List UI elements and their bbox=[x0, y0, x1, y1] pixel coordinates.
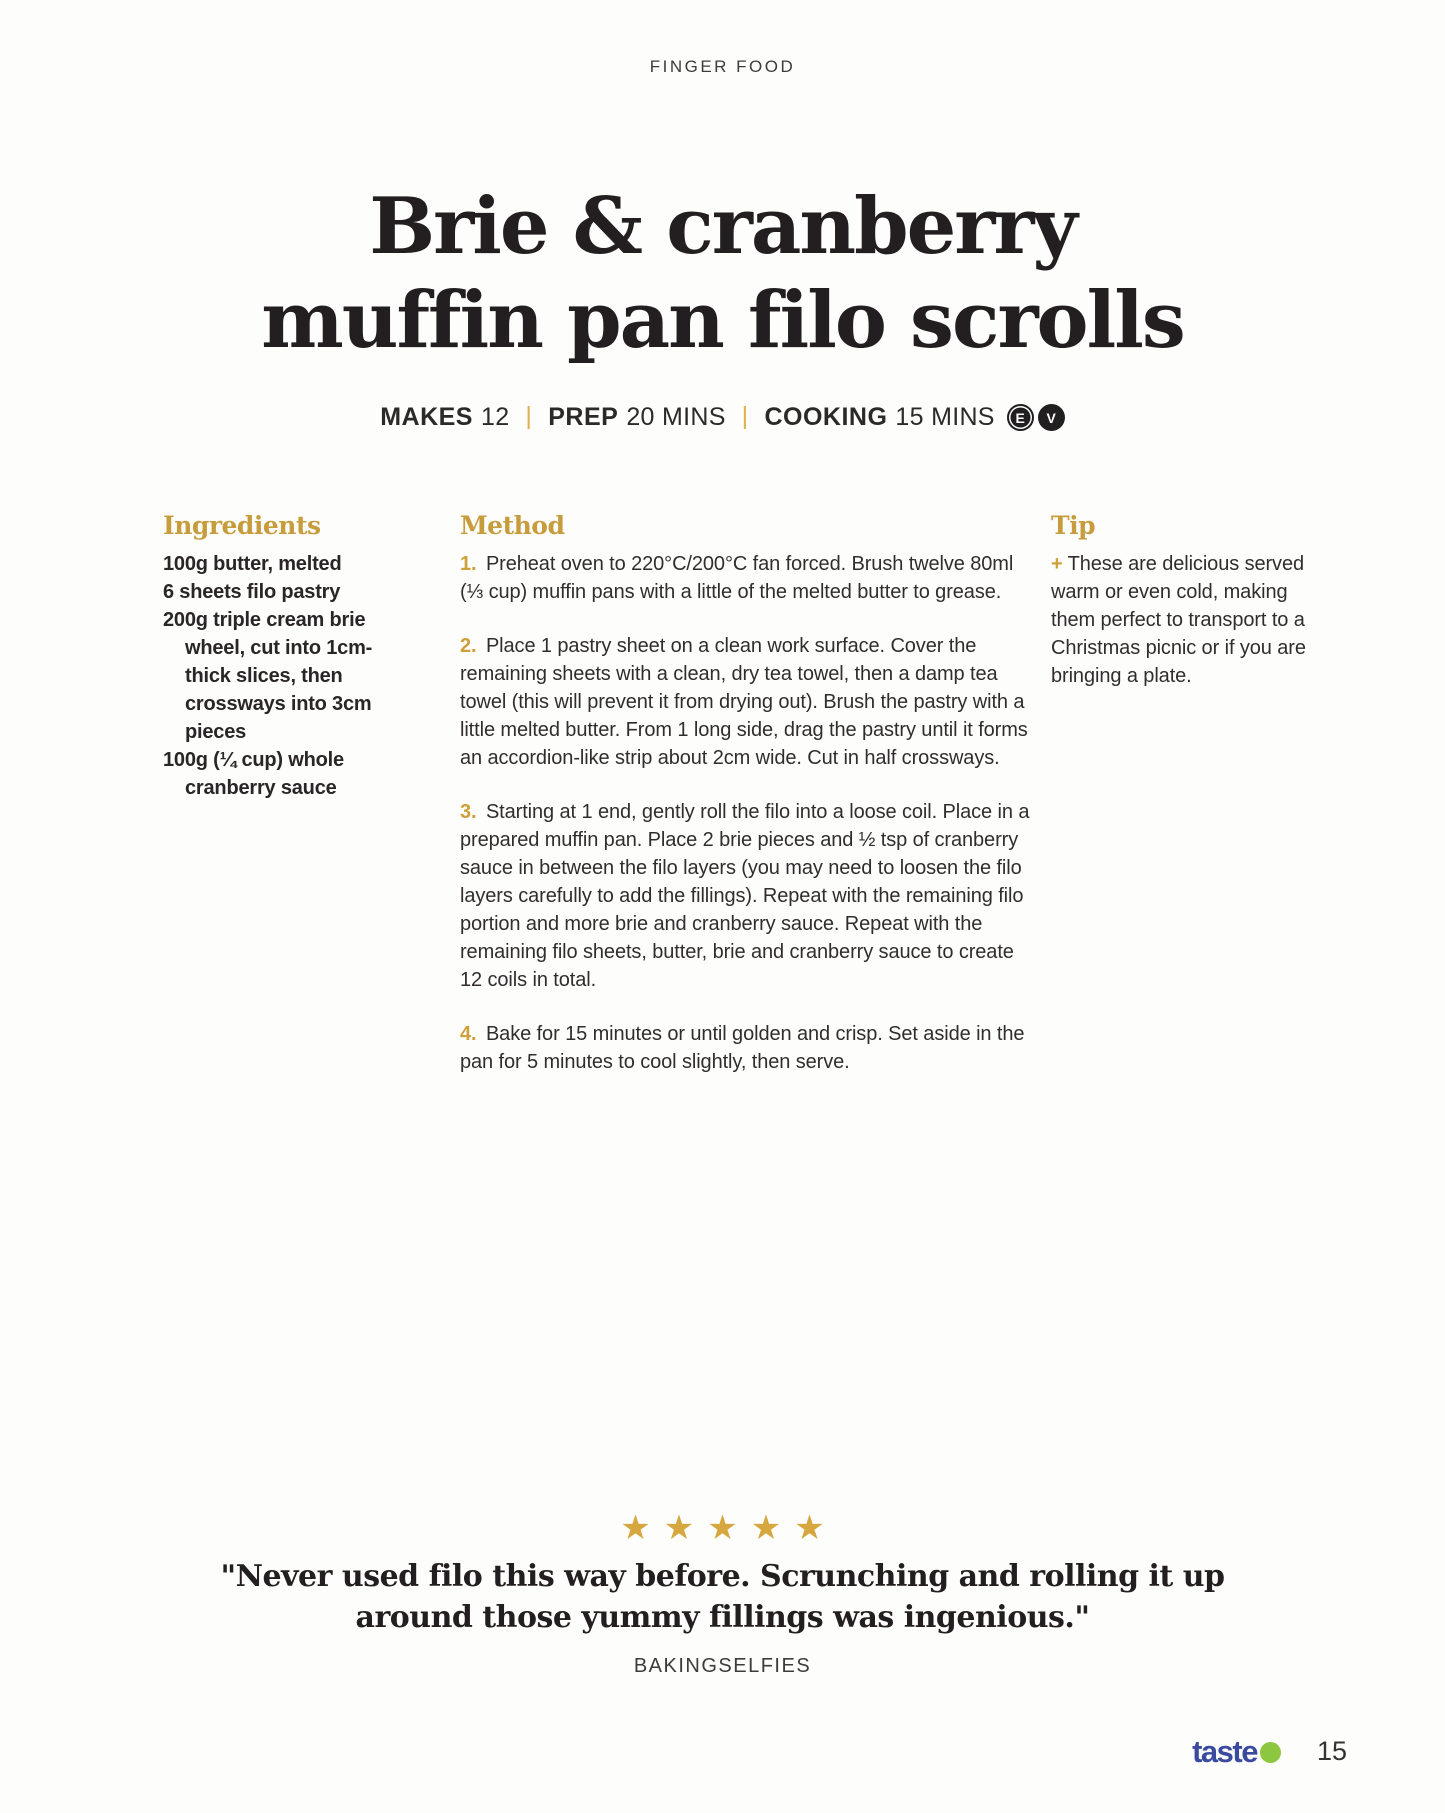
reader-review bbox=[0, 1510, 1445, 1678]
star-icon: ★ bbox=[750, 1508, 795, 1548]
ingredient-item: 6 sheets filo pastry bbox=[163, 581, 341, 603]
ingredients-heading: Ingredients bbox=[163, 511, 321, 540]
review-quote bbox=[0, 1556, 1445, 1638]
ingredients-column bbox=[163, 511, 413, 802]
method-column bbox=[460, 511, 1030, 1102]
brand-dot-icon bbox=[1260, 1742, 1281, 1763]
makes-label: MAKES bbox=[380, 403, 473, 431]
method-step: 2. Place 1 pastry sheet on a clean work surface. Cover the remaining sheets with a clean, dry tea towel, then a damp tea towel (this will prevent it from drying out). Brush the pastry with a little melted butter. From 1 long side, drag the pastry until it forms an accordion-like strip about 2cm wide. Cut in half crossways. bbox=[460, 635, 1028, 769]
meta-separator: | bbox=[525, 402, 533, 430]
tip-text bbox=[1051, 550, 1313, 690]
step-number: 4. bbox=[460, 1023, 477, 1045]
star-icon: ★ bbox=[663, 1508, 708, 1548]
page-number: 15 bbox=[1316, 1736, 1347, 1766]
plus-bullet-icon: + bbox=[1051, 553, 1063, 575]
taste-logo-text: taste bbox=[1192, 1733, 1257, 1769]
tip-heading: Tip bbox=[1051, 511, 1096, 540]
tip-body: These are delicious served warm or even cold, making them perfect to transport to a Christmas picnic or if you are bringing a plate. bbox=[1051, 553, 1306, 687]
tip-column bbox=[1051, 511, 1313, 690]
method-step: 1. Preheat oven to 220°C/200°C fan forced. Brush twelve 80ml (⅓ cup) muffin pans with a little of the melted butter to grease. bbox=[460, 553, 1014, 603]
method-step: 3. Starting at 1 end, gently roll the filo into a loose coil. Place in a prepared muffin pan. Place 2 brie pieces and ½ tsp of cranberry sauce in between the filo layers (you may need to loosen the filo layers carefully to add the fillings). Repeat with the remaining filo portion and more brie and cranberry sauce. Repeat with the remaining filo sheets, butter, brie and cranberry sauce to create 12 coils in total. bbox=[460, 801, 1030, 991]
recipe-columns bbox=[163, 511, 1313, 1102]
cooking-label: COOKING bbox=[764, 403, 888, 431]
ingredient-item: 100g butter, melted bbox=[163, 553, 342, 575]
cooking-value: 15 MINS bbox=[895, 403, 995, 431]
prep-value: 20 MINS bbox=[626, 403, 726, 431]
method-steps bbox=[460, 550, 1030, 1076]
recipe-title-line1: Brie & cranberry bbox=[369, 181, 1076, 273]
easy-badge-icon: E bbox=[1007, 404, 1034, 431]
method-step: 4. Bake for 15 minutes or until golden and crisp. Set aside in the pan for 5 minutes to cool slightly, then serve. bbox=[460, 1023, 1025, 1073]
star-icon: ★ bbox=[620, 1508, 664, 1548]
taste-logo bbox=[1192, 1733, 1281, 1769]
recipe-title bbox=[0, 180, 1445, 368]
step-number: 1. bbox=[460, 553, 477, 575]
review-quote-line2: around those yummy fillings was ingenious." bbox=[355, 1600, 1090, 1635]
meta-separator: | bbox=[741, 402, 749, 430]
section-label: FINGER FOOD bbox=[649, 57, 796, 76]
dietary-badges bbox=[1007, 404, 1065, 431]
review-quote-line1: "Never used filo this way before. Scrunching and rolling it up bbox=[220, 1559, 1225, 1594]
recipe-meta bbox=[0, 403, 1445, 432]
step-number: 2. bbox=[460, 635, 477, 657]
recipe-title-line2: muffin pan filo scrolls bbox=[261, 275, 1184, 367]
ingredient-item: 200g triple cream brie wheel, cut into 1cm-thick slices, then crossways into 3cm pieces bbox=[163, 609, 373, 743]
review-author: BAKINGSELFIES bbox=[633, 1655, 812, 1677]
star-icon: ★ bbox=[707, 1508, 751, 1548]
star-icon: ★ bbox=[794, 1508, 838, 1548]
method-heading: Method bbox=[460, 511, 565, 540]
prep-label: PREP bbox=[548, 403, 619, 431]
step-number: 3. bbox=[460, 801, 477, 823]
ingredient-item: 100g (¼ cup) whole cranberry sauce bbox=[163, 749, 344, 799]
vegetarian-badge-icon: V bbox=[1038, 404, 1065, 431]
makes-value: 12 bbox=[481, 403, 510, 431]
star-rating bbox=[0, 1510, 1445, 1546]
page-footer bbox=[1192, 1733, 1347, 1769]
ingredients-list bbox=[163, 550, 413, 802]
